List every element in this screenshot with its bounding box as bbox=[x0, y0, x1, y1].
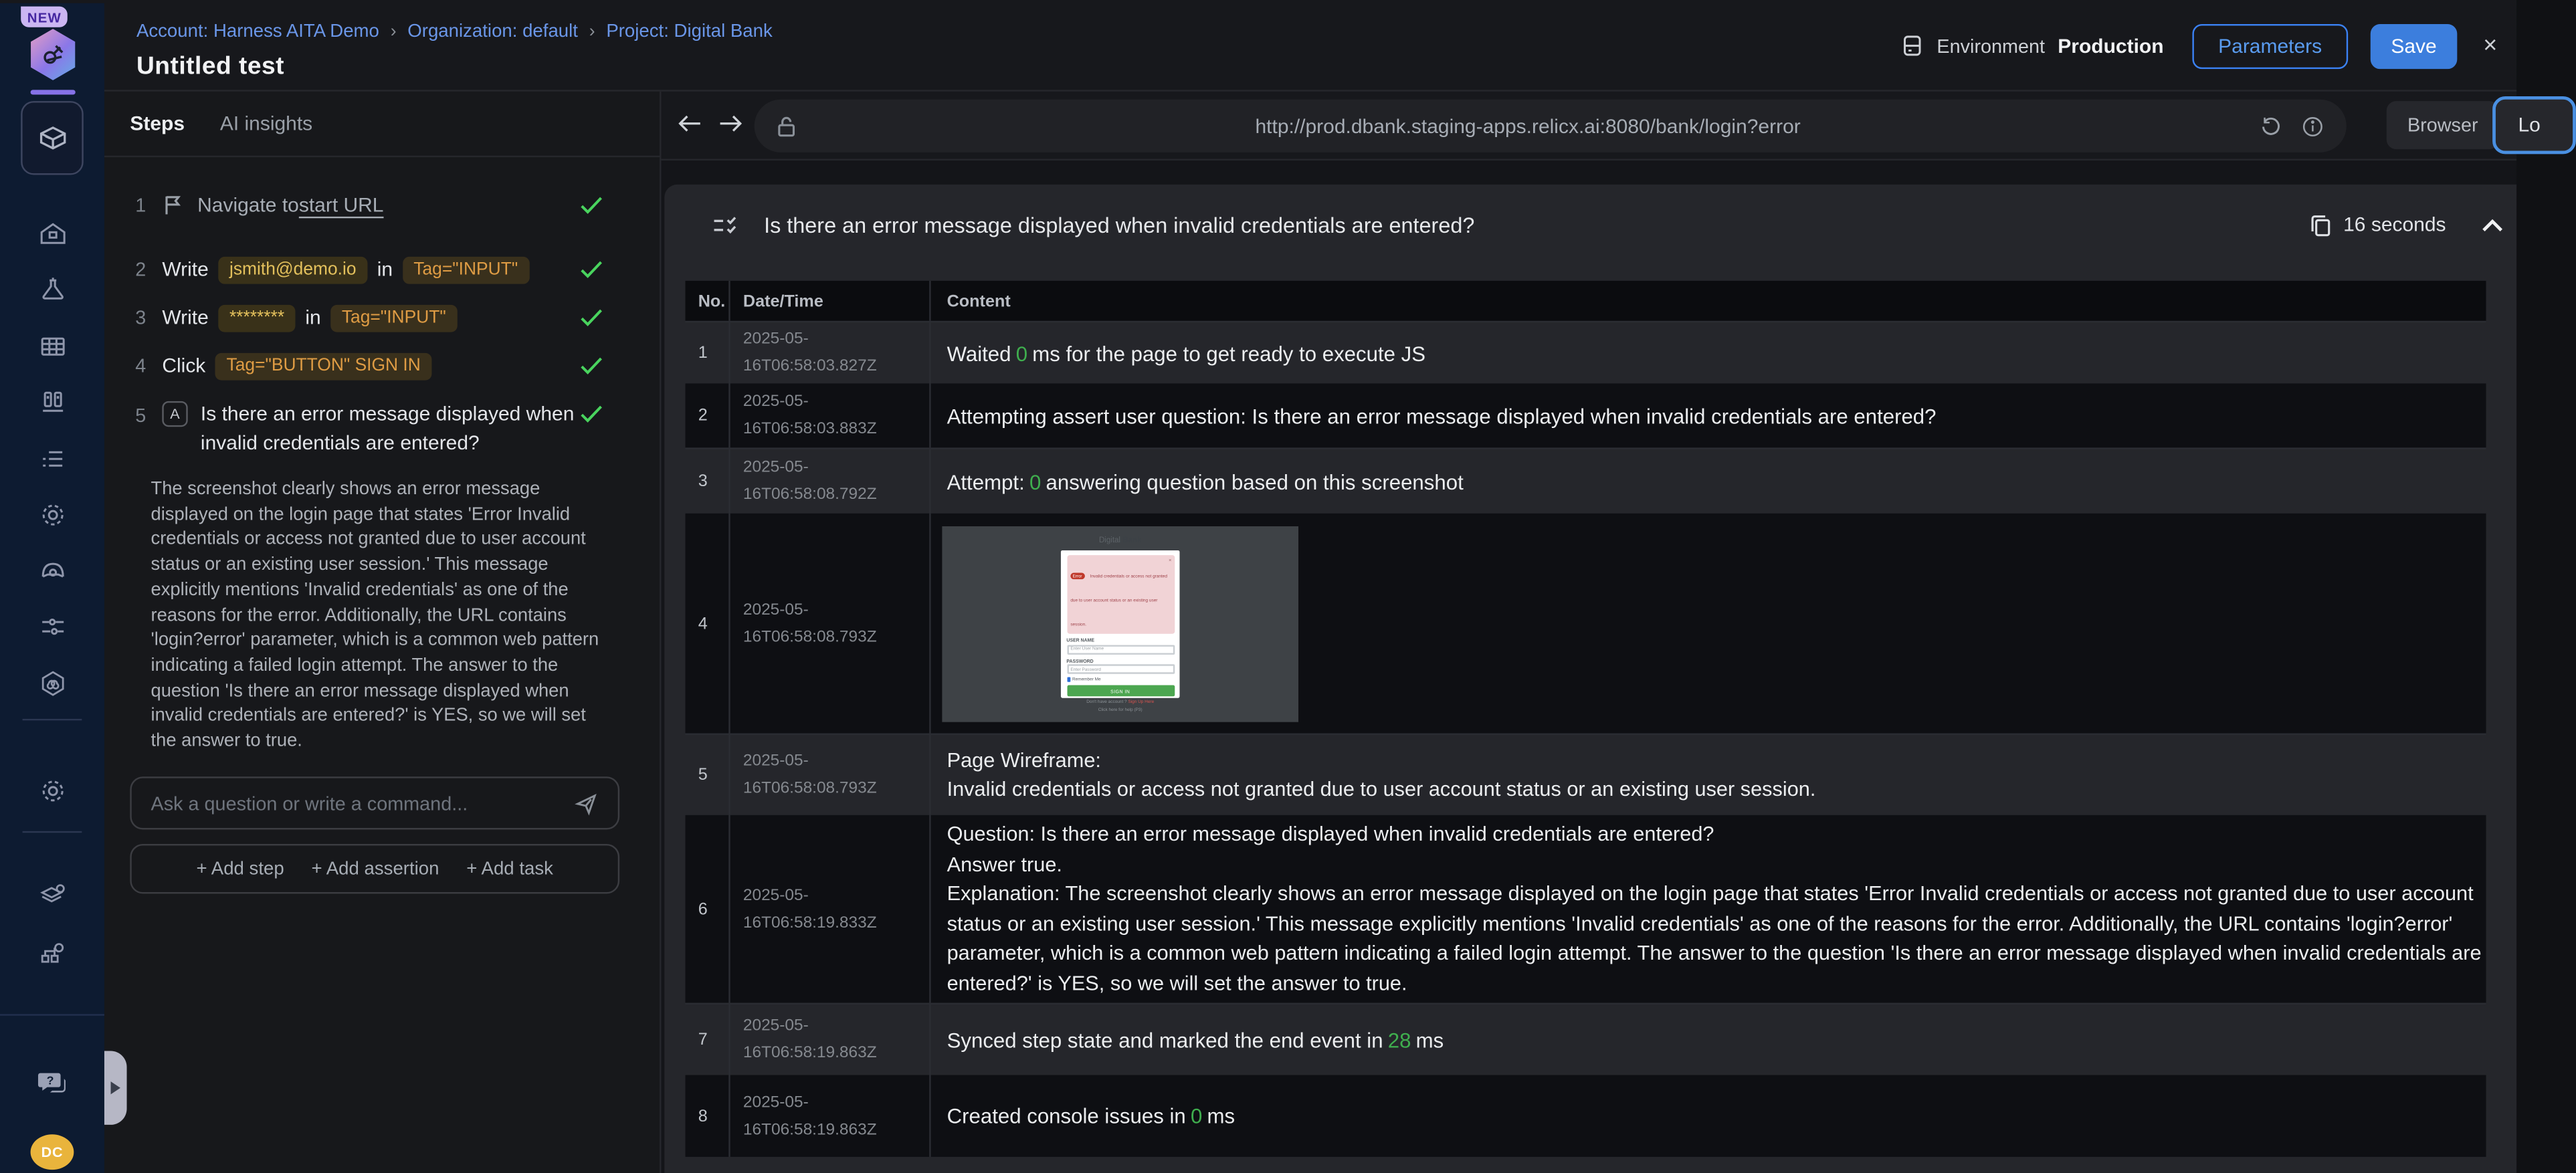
step-selector-badge: Tag="INPUT" bbox=[403, 256, 529, 284]
steps-tab-bar bbox=[104, 92, 662, 157]
breadcrumb-separator: › bbox=[589, 22, 595, 42]
url-bar[interactable] bbox=[755, 100, 2347, 152]
row-datetime: 2025-05- 16T06:58:08.793Z bbox=[730, 514, 931, 734]
add-step-button[interactable]: + Add step bbox=[196, 859, 284, 879]
flag-icon bbox=[162, 194, 183, 217]
breadcrumb bbox=[136, 23, 773, 42]
assertion-explanation: The screenshot clearly shows an error message displayed on the login page that states 'Error Invalid credentials or access not granted due to user account status or an existing user session.' This message explicitly mentions 'Invalid credentials' as one of the reasons for the error. Additionally, the URL contains 'login?error' parameter, which is a common web pattern indicating a failed login attempt. The answer to the question 'Is there an error message displayed when invalid credentials are entered?' is YES, so we will set the answer to true. bbox=[151, 479, 599, 751]
sidebar-divider bbox=[23, 719, 82, 720]
row-number: 2 bbox=[686, 383, 730, 447]
ask-command-box bbox=[130, 776, 619, 829]
environment-icon bbox=[1900, 33, 1924, 58]
main-area bbox=[662, 92, 2541, 1173]
grid-icon bbox=[36, 330, 68, 362]
copy-icon[interactable] bbox=[2310, 213, 2333, 237]
environment-label: Environment bbox=[1937, 34, 2046, 58]
unlock-icon bbox=[777, 115, 796, 138]
step-number: 4 bbox=[135, 354, 146, 377]
breadcrumb-organization[interactable]: Organization: default bbox=[407, 22, 578, 42]
home-icon bbox=[36, 218, 68, 250]
row-content: Synced step state and marked the end event in 28 ms bbox=[947, 1027, 1444, 1052]
step-action: Click bbox=[162, 354, 206, 377]
test-cube-icon bbox=[35, 120, 70, 156]
logs-tab-button[interactable]: Lo bbox=[2492, 96, 2576, 154]
parameters-button[interactable]: Parameters bbox=[2193, 23, 2348, 68]
column-header-content: Content bbox=[947, 291, 1011, 311]
row-number: 3 bbox=[686, 449, 730, 514]
row-datetime: 2025-05- 16T06:58:03.827Z bbox=[730, 322, 931, 383]
breadcrumb-account[interactable]: Account: Harness AITA Demo bbox=[136, 22, 379, 42]
table-row[interactable] bbox=[686, 815, 2486, 1003]
harness-logo-icon[interactable] bbox=[29, 29, 77, 80]
new-badge: NEW bbox=[21, 7, 68, 27]
pipeline-icon bbox=[36, 611, 68, 643]
thumb-password-label: PASSWORD bbox=[1066, 657, 1094, 664]
add-task-button[interactable]: + Add task bbox=[466, 859, 553, 879]
row-content: Page Wireframe: Invalid credentials or access not granted due to user account status or an existing user session. bbox=[947, 746, 1816, 801]
sidebar-item-help[interactable] bbox=[0, 1065, 104, 1099]
table-row[interactable] bbox=[686, 321, 2486, 384]
step-4[interactable] bbox=[104, 348, 662, 384]
table-row[interactable] bbox=[686, 733, 2486, 815]
sidebar-item-checklist[interactable] bbox=[0, 443, 104, 475]
steps-panel bbox=[104, 92, 662, 1173]
thumb-username-label: USER NAME bbox=[1066, 637, 1094, 644]
sidebar-item-org-settings[interactable] bbox=[0, 937, 104, 969]
step-success-check-icon bbox=[579, 308, 603, 328]
sidebar-section-divider bbox=[0, 1014, 104, 1015]
step-connector: in bbox=[377, 258, 393, 281]
row-number: 4 bbox=[686, 514, 730, 734]
row-number: 6 bbox=[686, 815, 730, 1003]
gear-icon bbox=[36, 499, 68, 531]
table-row[interactable] bbox=[686, 447, 2486, 513]
row-content: Created console issues in 0 ms bbox=[947, 1103, 1235, 1128]
thumb-login-card bbox=[1061, 550, 1180, 712]
add-actions-bar bbox=[130, 844, 619, 893]
thumb-signin-button: SIGN IN bbox=[1066, 685, 1174, 697]
svg-text:?: ? bbox=[46, 1073, 54, 1087]
assertion-question: Is there an error message displayed when invalid credentials are entered? bbox=[200, 403, 575, 455]
column-header-no: No. bbox=[686, 281, 730, 321]
duration-label: 16 seconds bbox=[2343, 213, 2446, 236]
sidebar-item-settings[interactable] bbox=[0, 499, 104, 531]
back-arrow-icon[interactable] bbox=[676, 111, 704, 136]
row-content: Attempt: 0 answering question based on this screenshot bbox=[947, 469, 1464, 494]
row-number: 1 bbox=[686, 322, 730, 383]
step-success-check-icon bbox=[579, 260, 603, 280]
table-row[interactable] bbox=[686, 514, 2486, 734]
thumb-remember-me: Remember Me bbox=[1066, 677, 1174, 682]
table-row[interactable] bbox=[686, 383, 2486, 447]
sidebar-item-ci[interactable] bbox=[0, 667, 104, 700]
environment-value[interactable]: Production bbox=[2058, 34, 2164, 58]
step-action: Write bbox=[162, 306, 209, 329]
step-success-check-icon bbox=[579, 196, 603, 215]
sidebar-item-tests-active[interactable] bbox=[21, 101, 84, 175]
row-number: 5 bbox=[686, 735, 730, 815]
network-settings-icon bbox=[36, 937, 68, 969]
row-datetime: 2025-05- 16T06:58:19.833Z bbox=[730, 815, 931, 1003]
table-row[interactable] bbox=[686, 1003, 2486, 1075]
info-icon[interactable] bbox=[2302, 115, 2324, 138]
step-number: 5 bbox=[135, 404, 146, 427]
page-title: Untitled test bbox=[136, 53, 285, 80]
thumb-help-link: Click here for help (P3) bbox=[1098, 707, 1143, 712]
sidebar-item-pipelines[interactable] bbox=[0, 611, 104, 643]
forward-arrow-icon[interactable] bbox=[716, 111, 745, 136]
thumb-brand: Digital Bank bbox=[1098, 536, 1142, 545]
row-datetime: 2025-05- 16T06:58:08.792Z bbox=[730, 449, 931, 514]
step-1[interactable] bbox=[104, 188, 662, 223]
step-success-check-icon bbox=[579, 356, 603, 376]
step-connector: in bbox=[305, 306, 321, 329]
thumb-password-input: Enter Password bbox=[1066, 665, 1174, 674]
tab-steps[interactable]: Steps bbox=[130, 112, 185, 135]
flask-icon bbox=[36, 274, 68, 306]
logo-underline bbox=[31, 90, 76, 94]
row-datetime: 2025-05- 16T06:58:03.883Z bbox=[730, 383, 931, 447]
thumb-error-badge: Error bbox=[1070, 573, 1084, 579]
add-assertion-button[interactable]: + Add assertion bbox=[311, 859, 439, 879]
sidebar-divider bbox=[23, 831, 82, 833]
checklist-icon bbox=[36, 443, 68, 475]
step-5-assertion[interactable] bbox=[104, 399, 662, 457]
assertion-log-header[interactable] bbox=[664, 185, 2516, 265]
ask-command-input[interactable] bbox=[151, 792, 575, 815]
table-row[interactable] bbox=[686, 1075, 2486, 1157]
thumb-signup-link: Sign Up Here bbox=[1128, 700, 1155, 705]
thumb-username-input: Enter User Name bbox=[1066, 645, 1174, 654]
assertion-question-text: Is there an error message displayed when invalid credentials are entered? bbox=[764, 212, 1475, 237]
breadcrumb-separator: › bbox=[390, 22, 397, 42]
step-action: Write bbox=[162, 258, 209, 281]
url-text[interactable]: http://prod.dbank.staging-apps.relicx.ai:8080/bank/login?error bbox=[1255, 114, 1801, 138]
step-value-badge: ******** bbox=[218, 304, 296, 332]
browser-tab-button[interactable]: Browser bbox=[2387, 101, 2499, 149]
gear-icon bbox=[36, 775, 68, 807]
row-datetime: 2025-05- 16T06:58:19.863Z bbox=[730, 1075, 931, 1157]
thumb-error-text: Invalid credentials or access not granted due to user account status or an existing user session. bbox=[1070, 573, 1167, 627]
layers-settings-icon bbox=[36, 879, 68, 912]
top-bar bbox=[0, 0, 2516, 92]
row-content bbox=[931, 514, 2486, 734]
step-selector-badge: Tag="BUTTON" SIGN IN bbox=[215, 352, 432, 380]
icon-sidebar bbox=[0, 3, 104, 1173]
start-url-link[interactable]: start URL bbox=[298, 194, 384, 217]
browser-toolbar bbox=[662, 92, 2541, 161]
column-header-datetime: Date/Time bbox=[730, 281, 931, 321]
step-number: 1 bbox=[135, 194, 146, 217]
row-content: Question: Is there an error message displayed when invalid credentials are entered? Answer true. Explanation: The screenshot clearly shows an error message displayed on the login page that states 'Error Invalid credentials or access not granted due to user account status or an existing user session.' This message explicitly mentions 'Invalid credentials' as one of the reasons for the error. Additionally, the URL contains 'login?error' parameter, which is a common web pattern indicating a failed login attempt. The answer to the question 'Is there an error message displayed when invalid credentials are entered?' is YES, so we will set the answer to true. bbox=[947, 821, 2482, 994]
breadcrumb-project[interactable]: Project: Digital Bank bbox=[606, 22, 773, 42]
infinity-hexagon-icon bbox=[36, 667, 68, 700]
send-icon[interactable] bbox=[575, 792, 599, 815]
thumb-alert-close-icon: × bbox=[1168, 556, 1172, 564]
row-content: Waited 0 ms for the page to get ready to execute JS bbox=[947, 340, 1426, 365]
sidebar-item-environments[interactable] bbox=[0, 387, 104, 419]
step-number: 2 bbox=[135, 258, 146, 281]
assertion-list-icon bbox=[711, 213, 738, 237]
row-datetime: 2025-05- 16T06:58:19.863Z bbox=[730, 1004, 931, 1075]
incognito-icon bbox=[36, 555, 68, 587]
step-value-badge: jsmith@demo.io bbox=[218, 256, 367, 284]
row-number: 8 bbox=[686, 1075, 730, 1157]
expand-arrow-icon bbox=[111, 1081, 120, 1094]
sidebar-item-grid[interactable] bbox=[0, 330, 104, 362]
refresh-icon[interactable] bbox=[2260, 115, 2282, 138]
screenshot-thumbnail[interactable] bbox=[942, 526, 1298, 722]
row-content: Attempting assert user question: Is there an error message displayed when invalid credentials are entered? bbox=[947, 403, 1937, 428]
sidebar-item-project-settings[interactable] bbox=[0, 879, 104, 912]
step-3[interactable] bbox=[104, 300, 662, 336]
thumb-checkbox bbox=[1066, 677, 1070, 681]
panel-collapse-handle[interactable] bbox=[104, 1051, 127, 1125]
assertion-marker: A bbox=[162, 401, 187, 427]
step-success-check-icon bbox=[579, 405, 603, 424]
step-2[interactable] bbox=[104, 252, 662, 288]
close-icon[interactable]: × bbox=[2483, 31, 2498, 60]
row-datetime: 2025-05- 16T06:58:08.793Z bbox=[730, 735, 931, 815]
log-panel bbox=[664, 185, 2516, 1173]
sidebar-item-incognito[interactable] bbox=[0, 555, 104, 587]
step-selector-badge: Tag="INPUT" bbox=[330, 304, 457, 332]
sidebar-item-home[interactable] bbox=[0, 218, 104, 250]
columns-icon bbox=[36, 387, 68, 419]
chevron-up-icon[interactable] bbox=[2481, 217, 2504, 232]
thumb-error-alert bbox=[1066, 554, 1174, 633]
sidebar-item-lab[interactable] bbox=[0, 274, 104, 306]
step-number: 3 bbox=[135, 306, 146, 329]
save-button[interactable]: Save bbox=[2370, 23, 2458, 68]
sidebar-item-account-settings[interactable] bbox=[0, 775, 104, 807]
table-header-row bbox=[686, 281, 2486, 321]
step-label: Navigate to bbox=[197, 194, 299, 217]
help-chat-icon bbox=[35, 1065, 69, 1099]
thumb-signup-row: Don't have account ? Sign Up Here bbox=[1086, 700, 1155, 705]
environment-selector[interactable] bbox=[1900, 33, 2163, 58]
row-number: 7 bbox=[686, 1004, 730, 1075]
log-table bbox=[686, 281, 2486, 1157]
user-avatar[interactable]: DC bbox=[31, 1134, 74, 1170]
tab-ai-insights[interactable]: AI insights bbox=[219, 112, 313, 135]
